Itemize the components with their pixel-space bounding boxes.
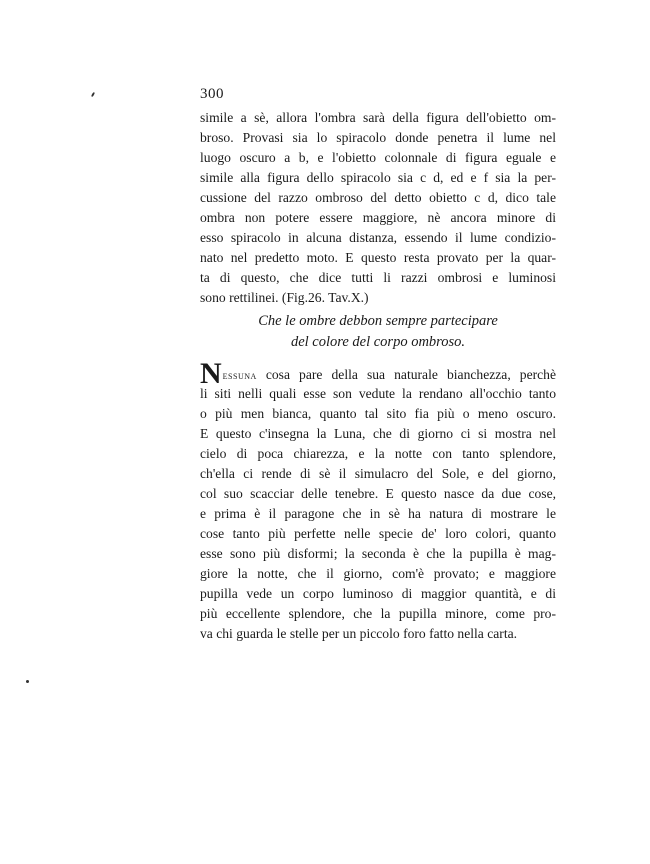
text-line: o più men bianca, quanto tal sito fia più o meno oscuro. [200,406,556,421]
text-line: esse sono più disformi; la seconda è che la pupilla è mag- [200,546,556,561]
text-line: ta di questo, che dice tutti li razzi ombrosi e luminosi [200,270,556,285]
text-line: ch'ella ci rende di sè il simulacro del Sole, e del giorno, [200,466,556,481]
text-line: cose tanto più perfette nelle specie de' loro colori, quanto [200,526,556,541]
text-line: simile a sè, allora l'ombra sarà della figura dell'obietto om- [200,110,556,125]
text-line: luogo oscuro a b, e l'obietto colonnale di figura eguale e [200,150,556,165]
text-line: più eccellente splendore, che la pupilla minore, come pro- [200,606,556,621]
text-line: ombra non potere essere maggiore, nè ancora minore di [200,210,556,225]
first-word-rest: essuna [222,368,257,382]
section-heading [200,311,556,353]
text-line: cussione del razzo ombroso del detto obietto c d, dico tale [200,190,556,205]
paragraph-1 [200,108,556,308]
text-line: e prima è il paragone che in sè ha natura di mostrare le [200,506,556,521]
ink-speck [91,92,95,97]
text-line: simile alla figura dello spiracolo sia c d, ed e f sia la per- [200,170,556,185]
text-line: E questo c'insegna la Luna, che di giorno ci si mostra nel [200,426,556,441]
text-line: broso. Provasi sia lo spiracolo donde penetra il lume nel [200,130,556,145]
paragraph-2 [200,357,556,644]
first-line-rest: cosa pare della sua naturale bianchezza, perchè [256,367,556,382]
text-line: col suo scacciar delle tenebre. E questo nasce da due cose, [200,486,556,501]
first-text-line [200,357,556,390]
text-line: nato nel predetto moto. E questo resta provato per la quar- [200,250,556,265]
text-line: li siti nelli quali esse son vedute la rendano all'occhio tanto [200,386,556,401]
text-line: esso spiracolo in alcuna distanza, essendo il lume condizio- [200,230,556,245]
ink-speck [26,680,29,683]
text-line: pupilla vede un corpo luminoso di maggior quantità, e di [200,586,556,601]
page-number: 300 [200,86,224,102]
text-line: sono rettilinei. (Fig.26. Tav.X.) [200,290,369,305]
text-line: cielo di poca chiarezza, e la notte con tanto splendore, [200,446,556,461]
heading-line-2: del colore del corpo ombroso. [290,334,466,350]
text-line: va chi guarda le stelle per un piccolo foro fatto nella carta. [200,626,518,641]
drop-cap: N [200,357,222,390]
heading-line-1: Che le ombre debbon sempre partecipare [258,313,498,329]
text-line: giore la notte, che il giorno, com'è provato; e maggiore [200,566,556,581]
